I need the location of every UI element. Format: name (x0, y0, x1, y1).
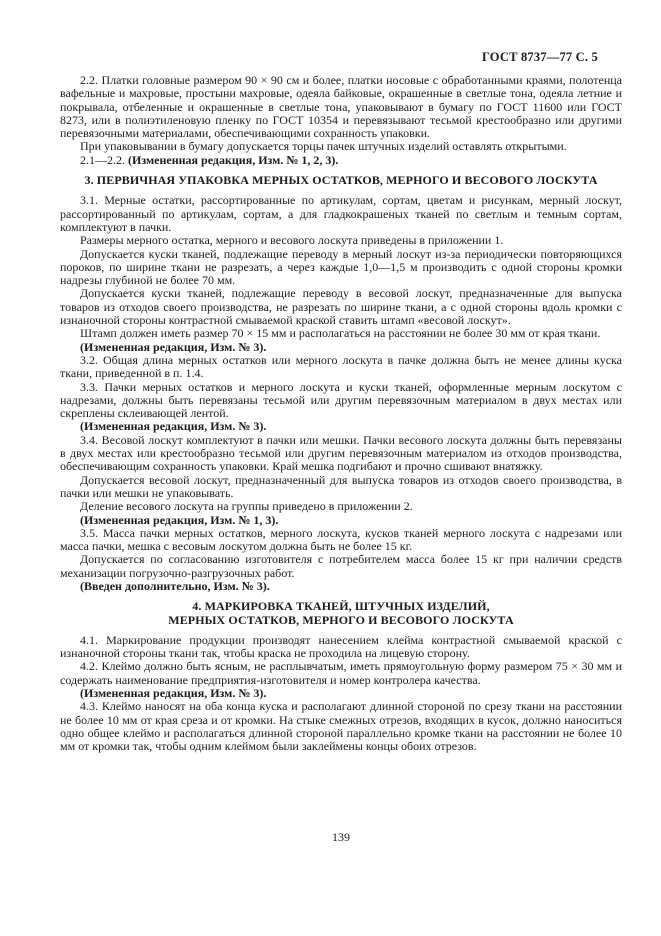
page-header: ГОСТ 8737—77 С. 5 (481, 50, 598, 64)
amendment-note-3: (Измененная редакция, Изм. № 1, 3). (80, 512, 279, 527)
document-body (60, 74, 622, 754)
section-4-heading (60, 600, 622, 627)
paragraph-groups-note: Деление весового лоскута на группы приведено в приложении 2. (80, 499, 413, 514)
paragraph-2-2: 2.2. Платки головные размером 90 × 90 см и более, платки носовые с обработанными краями, полотенца вафельные и махровые, простыни махровые, одеяла байковые, окрашенные в светлые тона, одеяла летние и покрывала, отбеленные и окрашенные в светлые тона, упаковывают в бумагу по ГОСТ 11600 или ГОСТ 8273, или в полиэтиленовую пленку по ГОСТ 10354 и перевязывают тесьмой крестообразно или другими перевязочными материалами, обеспечивающими сохранность упаковки. (60, 73, 622, 141)
paragraph-3-5: 3.5. Масса пачки мерных остатков, мерного лоскута, кусков тканей мерного лоскута с надрезами или масса пачки, мешка с весовым лоскутом должна быть не более 15 кг. (60, 525, 622, 554)
amendment-clause-range: 2.1—2.2. (80, 152, 128, 167)
paragraph-3-3: 3.3. Пачки мерных остатков и мерного лоскута и куски тканей, оформленные мерным лоскутом с надрезами, должны быть перевязаны тесьмой или другим перевязочным материалом в двух местах или скреплены склеивающей лентой. (60, 379, 622, 421)
paragraph-3-2: 3.2. Общая длина мерных остатков или мерного лоскута в пачке должна быть не менее длины куска ткани, приведенной в п. 1.4. (60, 352, 622, 381)
section-4-heading-line2: МЕРНЫХ ОСТАТКОВ, МЕРНОГО И ВЕСОВОГО ЛОСКУТА (168, 612, 514, 627)
amendment-note-4: (Измененная редакция, Изм. № 3). (80, 686, 267, 701)
section-4-heading-line1: 4. МАРКИРОВКА ТКАНЕЙ, ШТУЧНЫХ ИЗДЕЛИЙ, (192, 599, 490, 614)
amendment-note-1: (Измененная редакция, Изм. № 3). (80, 339, 267, 354)
paragraph-sizes-note: Размеры мерного остатка, мерного и весового лоскута приведены в приложении 1. (80, 233, 504, 248)
paragraph-weight-cuts: Допускается куски тканей, подлежащие переводу в весовой лоскут, предназначенные для выпуска товаров из отходов своего производства, не разрезать по ширине ткани, а с одной стороны вдоль кромки с изнаночной стороны контрастной смываемой краской ставить штамп «весовой лоскут». (60, 286, 622, 328)
page-number: 139 (332, 830, 350, 844)
amendment-note-bold: (Измененная редакция, Изм. № 1, 2, 3). (128, 152, 339, 167)
paragraph-measured-cuts: Допускается куски тканей, подлежащие переводу в мерный лоскут из-за периодически повторяющихся пороков, по ширине ткани не разрезать, а через каждые 1,0—1,5 м производить с одной стороны кромки надрезы глубиной не более 70 мм. (60, 246, 622, 288)
paragraph-stamp-size: Штамп должен иметь размер 70 × 15 мм и располагаться на расстоянии не более 30 мм от края ткани. (80, 326, 601, 341)
amendment-note-2: (Измененная редакция, Изм. № 3). (80, 419, 267, 434)
paragraph-mass-over-15: Допускается по согласованию изготовителя с потребителем масса более 15 кг при наличии средств механизации погрузочно-разгрузочных работ. (60, 552, 622, 580)
paragraph-4-1: 4.1. Маркирование продукции производят нанесением клейма контрастной смываемой краской с изнаночной стороны ткани так, чтобы краска не проходила на лицевую сторону. (60, 632, 622, 661)
paragraph-4-3: 4.3. Клеймо наносят на оба конца куска и располагают длинной стороной по срезу ткани на расстоянии не более 10 мм от края среза и от кромки. На стыке смежных отрезов, входящих в кусок, должно наноситься одно общее клеймо и располагаться длинной стороной параллельно кромке ткани на расстоянии не более 10 мм от кромки так, чтобы одним клеймом были заклеймены концы обоих отрезов. (60, 699, 622, 754)
paragraph-4-2: 4.2. Клеймо должно быть ясным, не расплывчатым, иметь прямоугольную форму размером 75 × 30 мм и содержать наименование предприятия-изготовителя и номер контролера качества. (60, 659, 622, 687)
addition-note: (Введен дополнительно, Изм. № 3). (80, 578, 270, 593)
paragraph-packing-note: При упаковывании в бумагу допускается торцы пачек штучных изделий оставлять открытыми. (80, 139, 567, 154)
section-3-heading: 3. ПЕРВИЧНАЯ УПАКОВКА МЕРНЫХ ОСТАТКОВ, МЕРНОГО И ВЕСОВОГО ЛОСКУТА (84, 173, 598, 188)
paragraph-weight-no-packing: Допускается весовой лоскут, предназначенный для выпуска товаров из отходов своего производства, в пачки или мешки не упаковывать. (60, 472, 622, 500)
amendment-2-1-2-2 (60, 154, 622, 167)
paragraph-3-4: 3.4. Весовой лоскут комплектуют в пачки или мешки. Пачки весового лоскута должны быть перевязаны в двух местах или крестообразно тесьмой или другим перевязочным материалом из отходов производства, обеспечивающим сохранность упаковки. Край мешка подгибают и прочно сшивают внатяжку. (60, 432, 622, 474)
paragraph-3-1: 3.1. Мерные остатки, рассортированные по артикулам, сортам, цветам и рисункам, мерный лоскут, рассортированный по артикулам, сортам, а для гладкокрашеных тканей по светлым и темным сортам, комплектуют в пачки. (60, 193, 622, 234)
